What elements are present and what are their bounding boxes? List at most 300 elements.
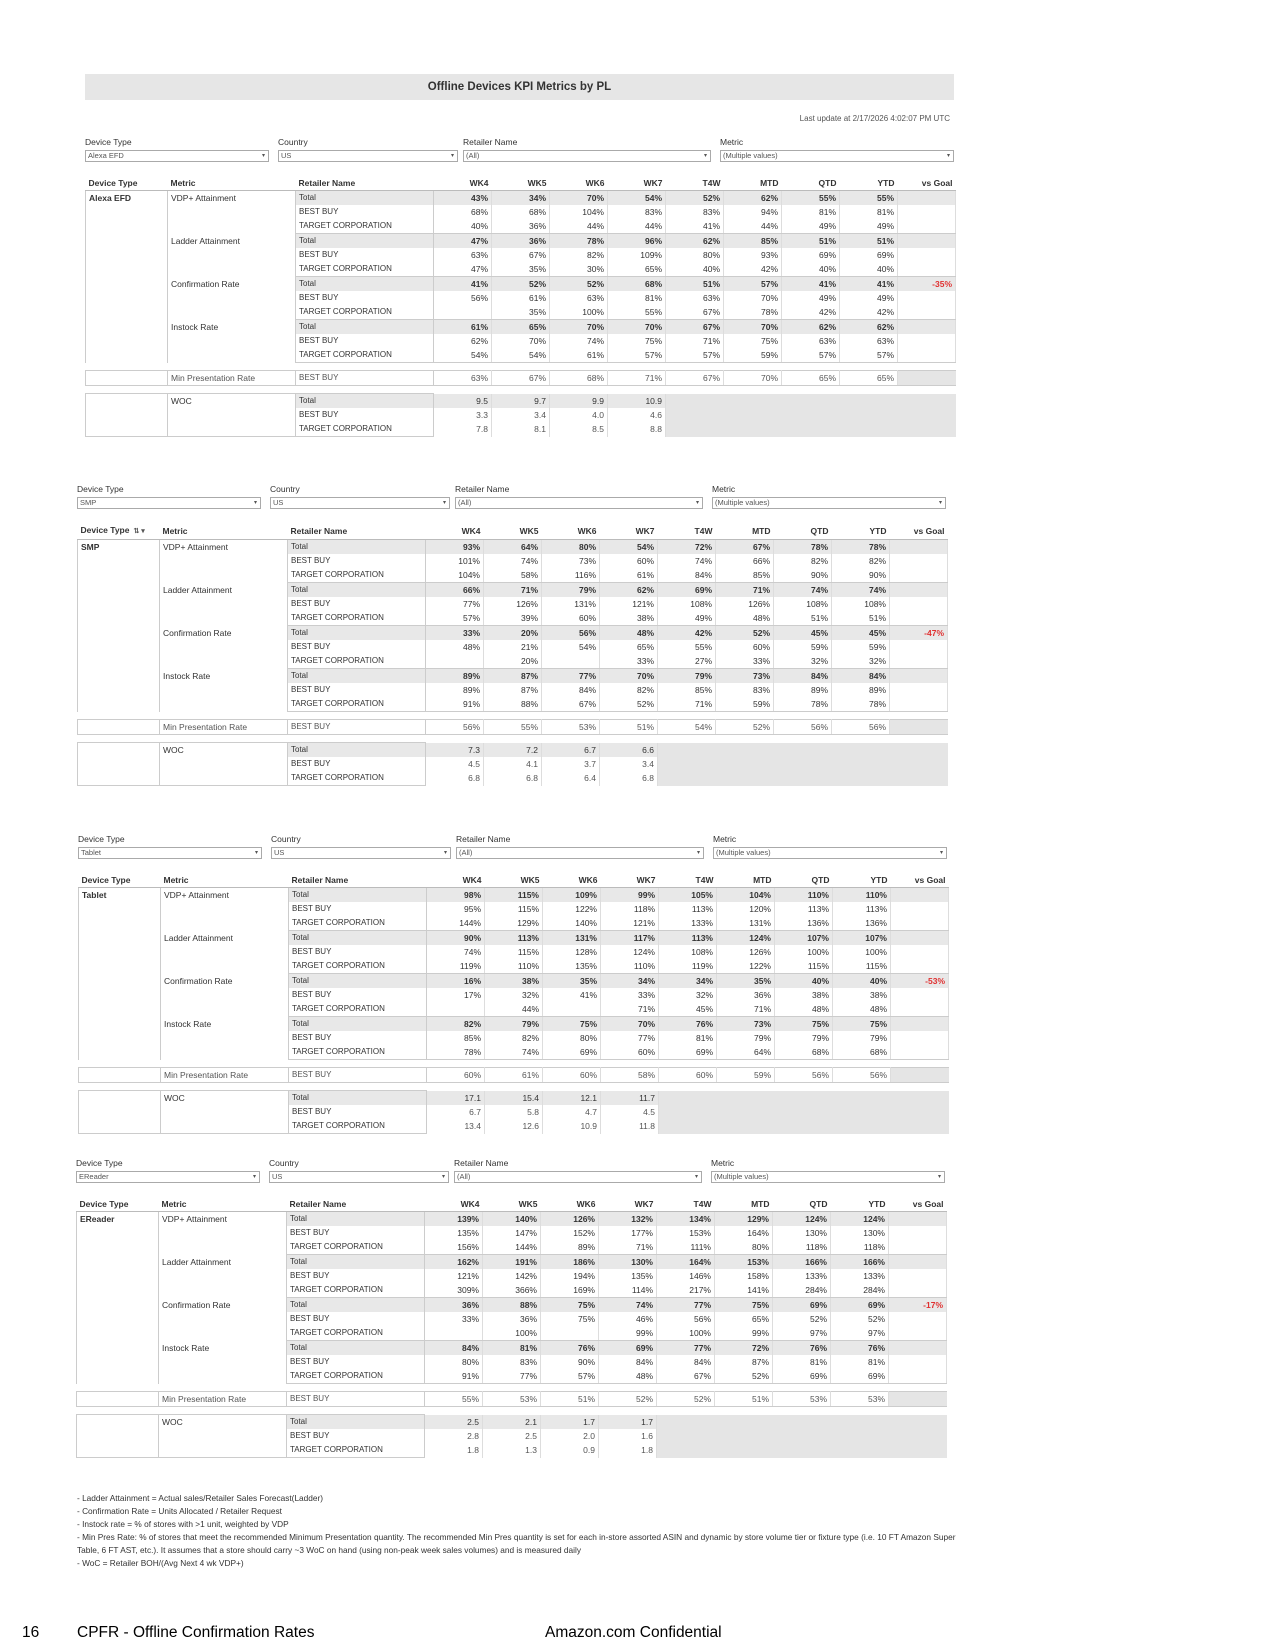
value-cell: 42% [840,305,898,320]
value-cell: 71% [666,334,724,348]
device-type-selected-value: EReader [79,1172,109,1181]
value-cell: 116% [542,568,600,583]
value-cell: 124% [601,945,659,959]
value-cell: 133% [773,1269,831,1283]
value-cell: 65% [492,320,550,335]
value-cell: 53% [483,1392,541,1407]
column-header: Retailer Name [287,1197,425,1212]
device-type-cell: EReader [77,1212,159,1384]
value-cell: 68% [833,1045,891,1060]
value-cell: 77% [542,669,600,684]
column-header: WK4 [426,523,484,540]
value-cell: 0.9 [541,1443,599,1458]
value-cell: 126% [716,597,774,611]
value-cell: 54% [608,191,666,206]
value-cell: 48% [600,626,658,641]
value-cell: 35% [492,305,550,320]
chevron-down-icon: ▾ [696,850,700,856]
retailer-name-selected-value: (All) [466,151,480,160]
country-filter [278,137,458,162]
value-cell: 2.0 [541,1429,599,1443]
value-cell: 93% [724,248,782,262]
country-selected-value: US [281,151,292,160]
metric-cell: Ladder Attainment [160,583,288,626]
value-cell: 81% [659,1031,717,1045]
value-cell: 41% [666,219,724,234]
value-cell: 54% [542,640,600,654]
value-cell: 61% [485,1068,543,1083]
value-cell: 94% [724,205,782,219]
value-cell: 124% [831,1212,889,1227]
value-cell: 67% [492,371,550,386]
value-cell: 77% [483,1369,541,1384]
retailer-cell: BEST BUY [296,248,434,262]
retailer-name-filter-label: Retailer Name [463,137,518,147]
vs-goal-cell: -53% [891,974,949,989]
value-cell: 74% [550,334,608,348]
value-cell: 126% [484,597,542,611]
value-cell: 113% [833,902,891,916]
retailer-cell: Total [296,320,434,335]
metric-dropdown[interactable] [720,150,954,162]
value-cell: 72% [715,1341,773,1356]
value-cell: 110% [833,888,891,903]
value-cell: 131% [542,597,600,611]
value-cell [426,654,484,669]
row-spacer [78,735,948,743]
value-cell: 78% [550,234,608,249]
value-cell: 108% [832,597,890,611]
metric-dropdown[interactable] [712,497,946,509]
chevron-down-icon: ▾ [450,153,454,159]
value-cell: 105% [659,888,717,903]
spacer-cell [78,712,948,720]
spacer-cell [86,386,956,394]
device-type-filter-label: Device Type [78,834,125,844]
value-cell: 13.4 [427,1119,485,1134]
value-cell: 69% [840,248,898,262]
value-cell: 79% [717,1031,775,1045]
value-cell: 118% [831,1240,889,1255]
vs-goal-cell [898,291,956,305]
device-type-dropdown[interactable] [78,847,262,859]
value-cell: 80% [543,1031,601,1045]
value-cell: 82% [600,683,658,697]
value-cell: 64% [484,540,542,555]
metric-filter [713,834,947,859]
value-cell: 164% [657,1255,715,1270]
value-cell: 108% [659,945,717,959]
value-cell: 118% [773,1240,831,1255]
vs-goal-cell [898,191,956,206]
metric-cell: Confirmation Rate [160,626,288,669]
retailer-cell: Total [289,888,427,903]
value-cell: 11.8 [601,1119,659,1134]
row-spacer [79,1083,949,1091]
vs-goal-cell [889,1355,947,1369]
retailer-cell: TARGET CORPORATION [289,1119,427,1134]
vs-goal-cell [890,554,948,568]
retailer-cell: BEST BUY [296,205,434,219]
value-cell: 33% [426,626,484,641]
retailer-cell: BEST BUY [289,1105,427,1119]
value-cell: 39% [484,611,542,626]
retailer-cell: TARGET CORPORATION [296,348,434,363]
column-header: vs Goal [890,523,948,540]
country-filter-label: Country [269,1158,299,1168]
chevron-down-icon: ▾ [252,1174,256,1180]
device-type-dropdown[interactable] [77,497,261,509]
value-cell: 104% [426,568,484,583]
value-cell: 141% [715,1283,773,1298]
vs-goal-cell [889,1341,947,1356]
value-cell: 62% [666,234,724,249]
value-cell: 53% [831,1392,889,1407]
value-cell: 177% [599,1226,657,1240]
retailer-name-dropdown[interactable] [455,497,703,509]
column-header: Device Type [79,873,161,888]
value-cell: 34% [659,974,717,989]
value-cell: 115% [485,888,543,903]
value-cell: 79% [542,583,600,598]
value-cell: 169% [541,1283,599,1298]
value-cell: 16% [427,974,485,989]
value-cell: 115% [485,902,543,916]
vs-goal-cell [889,1283,947,1298]
column-header: WK7 [600,523,658,540]
value-cell: 77% [426,597,484,611]
value-cell: 56% [434,291,492,305]
value-cell: 60% [427,1068,485,1083]
country-dropdown[interactable] [269,1171,449,1183]
vs-goal-cell [891,931,949,946]
value-cell: 4.6 [608,408,666,422]
value-cell: 6.8 [484,771,542,786]
chevron-down-icon: ▾ [946,153,950,159]
value-cell: 33% [601,988,659,1002]
country-filter-label: Country [271,834,301,844]
column-header: WK5 [484,523,542,540]
value-cell: 1.3 [483,1443,541,1458]
retailer-name-filter [455,484,703,509]
retailer-cell: BEST BUY [296,408,434,422]
vs-goal-cell [890,720,948,735]
retailer-cell: BEST BUY [287,1226,425,1240]
chevron-down-icon: ▾ [703,153,707,159]
row-spacer [86,363,956,371]
value-cell: 17% [427,988,485,1002]
device-type-cell: Alexa EFD [86,191,168,363]
value-cell: 43% [434,191,492,206]
retailer-cell: BEST BUY [287,1392,425,1407]
value-cell: 88% [484,697,542,712]
value-cell: 110% [775,888,833,903]
table-row [86,234,956,249]
value-cell: 95% [427,902,485,916]
value-cell: 67% [666,371,724,386]
value-cell: 2.5 [425,1415,483,1430]
value-cell: 21% [484,640,542,654]
value-cell: 109% [608,248,666,262]
value-cell: 69% [831,1298,889,1313]
note-line: - Ladder Attainment = Actual sales/Retailer Sales Forecast(Ladder) [77,1493,324,1503]
metric-cell: WOC [159,1415,287,1458]
value-cell: 42% [782,305,840,320]
retailer-cell: BEST BUY [289,1031,427,1045]
vs-goal-cell: -17% [889,1298,947,1313]
retailer-cell: TARGET CORPORATION [288,771,426,786]
device-type-dropdown[interactable] [85,150,269,162]
value-cell: 122% [543,902,601,916]
value-cell: 80% [666,248,724,262]
metric-filter-label: Metric [711,1158,735,1168]
value-cell [425,1326,483,1341]
value-cell: 73% [716,669,774,684]
value-cell: 130% [831,1226,889,1240]
value-cell: 36% [492,219,550,234]
value-cell: 124% [717,931,775,946]
value-cell: 6.8 [600,771,658,786]
retailer-cell: BEST BUY [288,757,426,771]
value-cell: 60% [542,611,600,626]
table-row [79,931,949,946]
vs-goal-cell [890,583,948,598]
value-cell: 96% [608,234,666,249]
value-cell: 135% [425,1226,483,1240]
value-cell: 45% [774,626,832,641]
retailer-cell: TARGET CORPORATION [289,959,427,974]
value-cell: 40% [840,262,898,277]
vs-goal-cell [898,305,956,320]
value-cell: 110% [601,959,659,974]
value-cell [542,654,600,669]
value-cell: 48% [426,640,484,654]
kpi-table [76,1197,947,1458]
retailer-cell: TARGET CORPORATION [296,262,434,277]
retailer-name-dropdown[interactable] [454,1171,702,1183]
value-cell: 62% [782,320,840,335]
value-cell: 144% [427,916,485,931]
column-header: T4W [659,873,717,888]
value-cell: 84% [542,683,600,697]
page-number: 16 [22,1624,40,1641]
chevron-down-icon: ▾ [939,850,943,856]
value-cell: 52% [716,626,774,641]
value-cell: 57% [608,348,666,363]
value-cell: 124% [773,1212,831,1227]
value-cell: 55% [484,720,542,735]
value-cell: 71% [601,1002,659,1017]
value-cell: 83% [666,205,724,219]
device-type-selected-value: SMP [80,498,97,507]
retailer-cell: Total [287,1298,425,1313]
value-cell: 99% [599,1326,657,1341]
value-cell: 284% [773,1283,831,1298]
metric-dropdown[interactable] [713,847,947,859]
row-spacer [77,1384,947,1392]
value-cell: 56% [657,1312,715,1326]
value-cell: 52% [600,697,658,712]
value-cell: 158% [715,1269,773,1283]
country-dropdown[interactable] [278,150,458,162]
value-cell: 61% [492,291,550,305]
value-cell: 48% [833,1002,891,1017]
value-cell: 75% [775,1017,833,1032]
value-cell: 52% [657,1392,715,1407]
value-cell: 4.0 [550,408,608,422]
column-header: QTD [774,523,832,540]
value-cell: 51% [715,1392,773,1407]
value-cell: 40% [666,262,724,277]
value-cell: 82% [832,554,890,568]
vs-goal-cell [898,371,956,386]
vs-goal-cell [898,348,956,363]
value-cell: 78% [427,1045,485,1060]
vs-goal-cell [891,888,949,903]
retailer-cell: Total [287,1415,425,1430]
value-cell: 69% [773,1369,831,1384]
table-row [86,277,956,292]
value-cell: 7.8 [434,422,492,437]
sort-icon[interactable]: ⇅ ▾ [133,528,145,535]
retailer-cell: TARGET CORPORATION [289,1002,427,1017]
value-cell: 62% [840,320,898,335]
vs-goal-cell [891,902,949,916]
table-row [77,1255,947,1270]
chevron-down-icon: ▾ [937,1174,941,1180]
value-cell: 65% [782,371,840,386]
value-cell: 62% [724,191,782,206]
retailer-name-dropdown[interactable] [456,847,704,859]
retailer-cell: Total [296,277,434,292]
value-cell: 67% [716,540,774,555]
table-row [79,1017,949,1032]
value-cell: 38% [600,611,658,626]
retailer-cell: TARGET CORPORATION [289,1045,427,1060]
note-line: - Confirmation Rate = Units Allocated / Retailer Request [77,1506,282,1516]
value-cell: 153% [715,1255,773,1270]
column-header: Device Type [86,176,168,191]
retailer-name-filter [463,137,711,162]
retailer-name-dropdown[interactable] [463,150,711,162]
value-cell: 60% [543,1068,601,1083]
chevron-down-icon: ▾ [442,500,446,506]
value-cell: 3.4 [492,408,550,422]
value-cell: 54% [492,348,550,363]
column-header: WK7 [608,176,666,191]
vs-goal-cell [890,568,948,583]
value-cell: 41% [782,277,840,292]
value-cell: 366% [483,1283,541,1298]
value-cell: 65% [840,371,898,386]
value-cell: 69% [659,1045,717,1060]
country-dropdown[interactable] [271,847,451,859]
value-cell: 45% [659,1002,717,1017]
value-cell: 9.9 [550,394,608,409]
vs-goal-cell [891,988,949,1002]
device-type-cell [77,1415,159,1458]
value-cell: 140% [543,916,601,931]
value-cell: 69% [658,583,716,598]
value-cell: 77% [601,1031,659,1045]
metric-dropdown[interactable] [711,1171,945,1183]
value-cell: 70% [724,291,782,305]
value-cell: 54% [434,348,492,363]
retailer-cell: TARGET CORPORATION [287,1326,425,1341]
value-cell: 70% [550,320,608,335]
column-header: WK7 [601,873,659,888]
value-cell: 38% [833,988,891,1002]
value-cell: 63% [782,334,840,348]
value-cell: 119% [659,959,717,974]
device-type-cell [86,371,168,386]
column-header: vs Goal [898,176,956,191]
value-cell: 75% [608,334,666,348]
value-cell: 44% [608,219,666,234]
value-cell: 97% [773,1326,831,1341]
column-header: Metric [161,873,289,888]
value-cell: 46% [599,1312,657,1326]
value-cell: 81% [608,291,666,305]
filter-bar [77,484,952,514]
empty-gray-area [657,1415,947,1458]
value-cell: 108% [658,597,716,611]
retailer-cell: TARGET CORPORATION [289,916,427,931]
retailer-cell: BEST BUY [287,1269,425,1283]
retailer-name-filter-label: Retailer Name [456,834,511,844]
value-cell: 115% [833,959,891,974]
value-cell: 99% [601,888,659,903]
empty-gray-area [659,1091,949,1134]
value-cell: 6.4 [542,771,600,786]
value-cell: 71% [716,583,774,598]
value-cell: 55% [658,640,716,654]
value-cell: 60% [659,1068,717,1083]
retailer-cell: BEST BUY [296,371,434,386]
value-cell: 85% [658,683,716,697]
retailer-cell: Total [287,1212,425,1227]
value-cell: 55% [840,191,898,206]
value-cell: 78% [724,305,782,320]
table-row [79,888,949,903]
value-cell: 49% [840,291,898,305]
metric-filter-label: Metric [720,137,744,147]
value-cell: 67% [492,248,550,262]
value-cell: 129% [715,1212,773,1227]
value-cell: 128% [543,945,601,959]
value-cell: 70% [550,191,608,206]
value-cell: 40% [833,974,891,989]
empty-gray-area [666,394,956,437]
country-dropdown[interactable] [270,497,450,509]
vs-goal-cell [889,1255,947,1270]
device-type-dropdown[interactable] [76,1171,260,1183]
value-cell: 81% [831,1355,889,1369]
retailer-cell: Total [289,974,427,989]
retailer-cell: TARGET CORPORATION [288,654,426,669]
value-cell: 139% [425,1212,483,1227]
value-cell: 4.5 [601,1105,659,1119]
retailer-cell: BEST BUY [288,683,426,697]
value-cell: 129% [485,916,543,931]
value-cell: 12.1 [543,1091,601,1106]
value-cell: 75% [543,1017,601,1032]
document-title: CPFR - Offline Confirmation Rates [77,1624,315,1641]
value-cell: 152% [541,1226,599,1240]
value-cell: 33% [425,1312,483,1326]
value-cell: 60% [601,1045,659,1060]
vs-goal-cell [891,1045,949,1060]
